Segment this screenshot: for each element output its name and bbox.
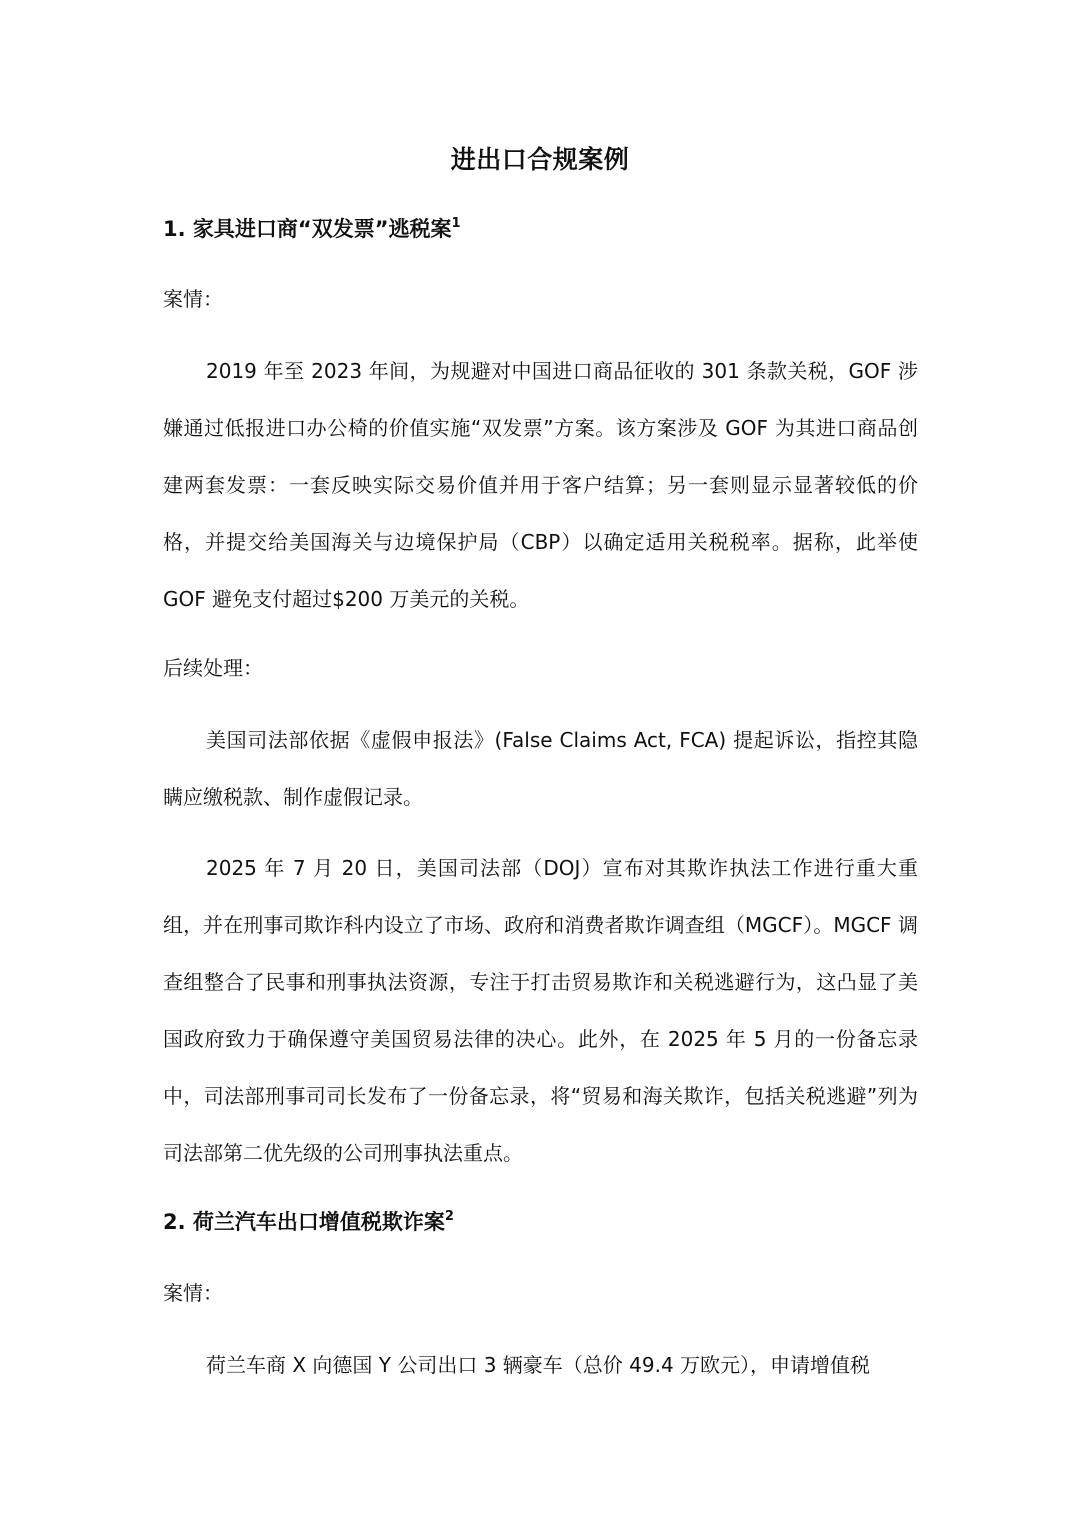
section-2-case-label: 案情： bbox=[163, 1281, 223, 1305]
section-2-heading bbox=[163, 1206, 454, 1238]
section-1-heading bbox=[163, 213, 461, 245]
footnote-marker-1: 1 bbox=[451, 216, 461, 231]
document-title: 进出口合规案例 bbox=[450, 145, 630, 174]
section-1-case-paragraph: 2019 年至 2023 年间，为规避对中国进口商品征收的 301 条款关税，GOF 涉嫌通过低报进口办公椅的价值实施“双发票”方案。该方案涉及 GOF 为其进口商品创建两套发票：一套反映实际交易价值并用于客户结算；另一套则显示显著较低的价格，并提交给美国海关与边境保护局（CBP）以确定适用关税税率。据称，此举使 GOF 避免支付超过$200 万美元的关税。 bbox=[163, 359, 918, 611]
footnote-marker-2: 2 bbox=[444, 1209, 454, 1224]
section-2-case-paragraph: 荷兰车商 X 向德国 Y 公司出口 3 辆豪车（总价 49.4 万欧元），申请增值税 bbox=[206, 1353, 871, 1377]
section-1-case-label: 案情： bbox=[163, 287, 223, 311]
section-1-heading-text: 1. 家具进口商“双发票”逃税案 bbox=[163, 217, 452, 241]
section-1-followup-label: 后续处理： bbox=[163, 656, 263, 680]
section-1-followup-paragraph-1: 美国司法部依据《虚假申报法》(False Claims Act, FCA) 提起诉讼，指控其隐瞒应缴税款、制作虚假记录。 bbox=[163, 728, 918, 809]
section-1-followup-paragraph-2: 2025 年 7 月 20 日，美国司法部（DOJ）宣布对其欺诈执法工作进行重大重组，并在刑事司欺诈科内设立了市场、政府和消费者欺诈调查组（MGCF）。MGCF 调查组整合了民事和刑事执法资源，专注于打击贸易欺诈和关税逃避行为，这凸显了美国政府致力于确保遵守美国贸易法律的决心。此外，在 2025 年 5 月的一份备忘录中，司法部刑事司司长发布了一份备忘录，将“贸易和海关欺诈，包括关税逃避”列为司法部第二优先级的公司刑事执法重点。 bbox=[163, 856, 918, 1165]
section-2-heading-text: 2. 荷兰汽车出口增值税欺诈案 bbox=[163, 1210, 445, 1234]
